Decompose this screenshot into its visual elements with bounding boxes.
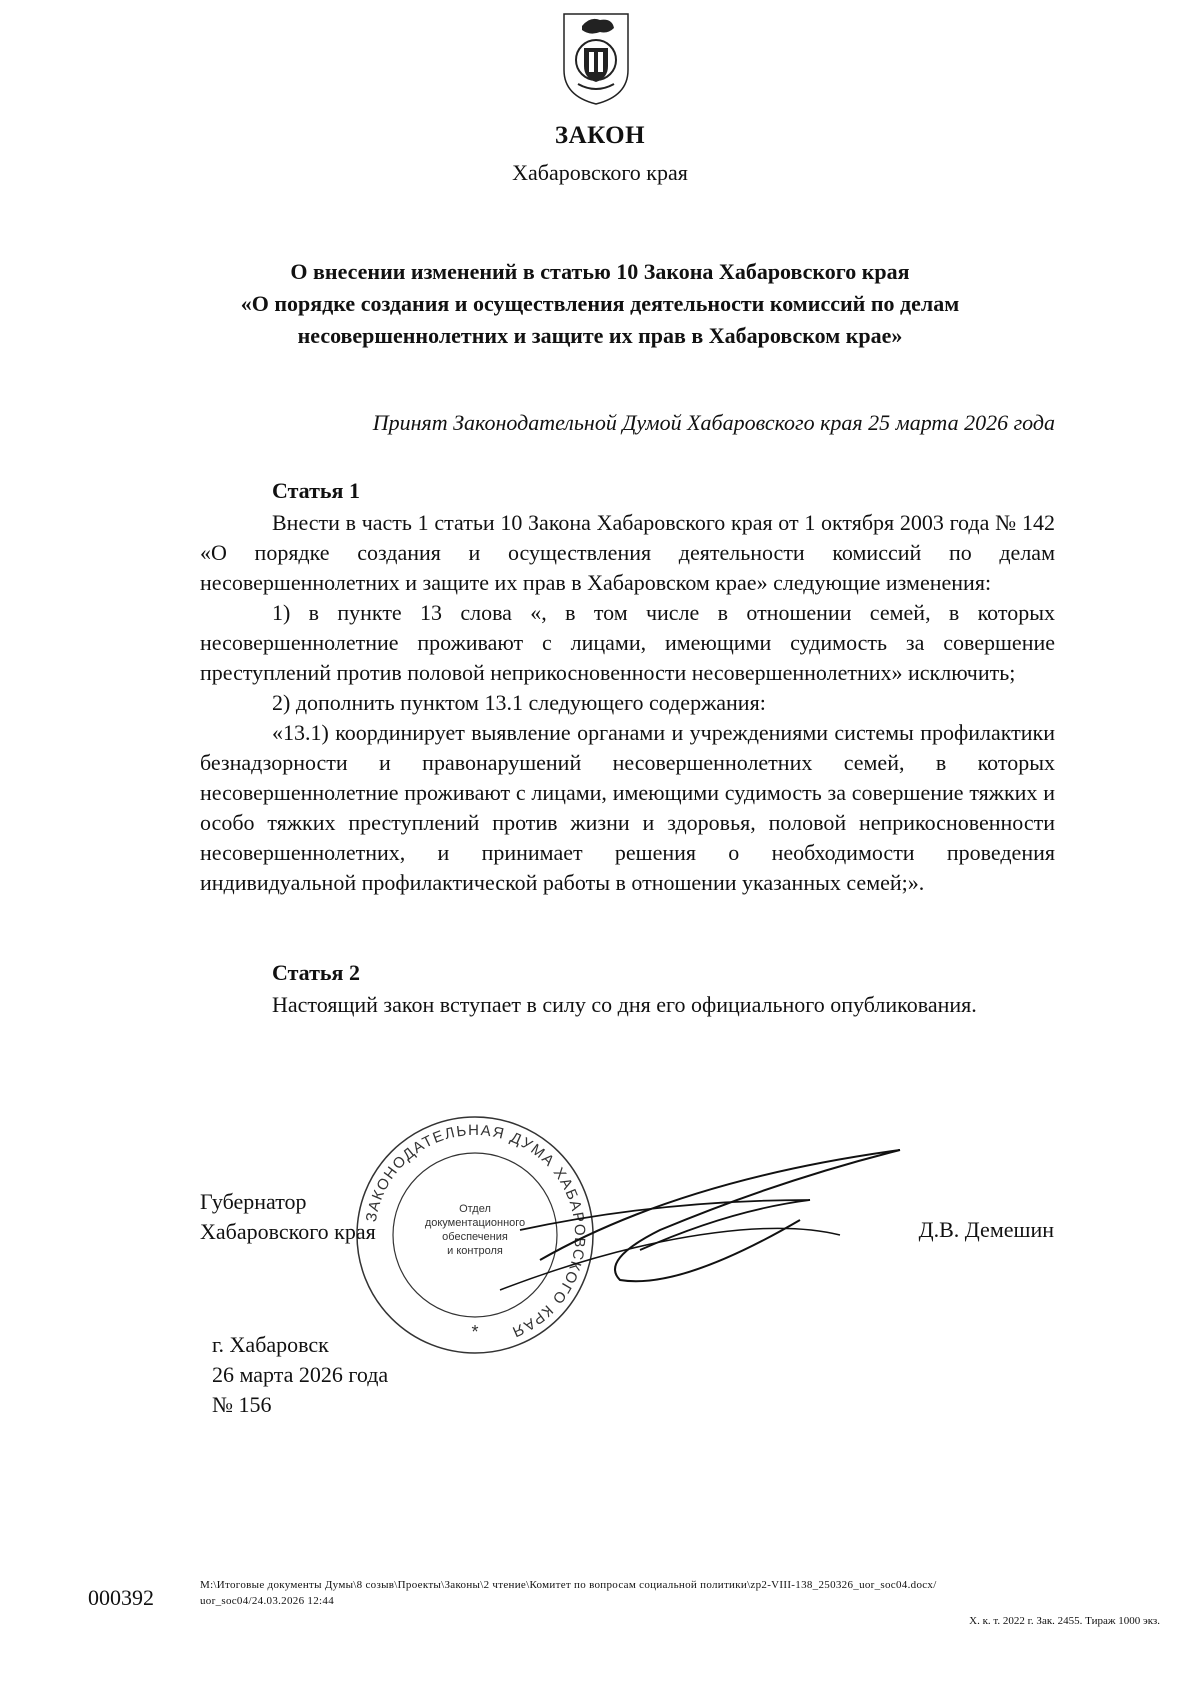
article-1-paragraph: 1) в пункте 13 слова «, в том числе в отношении семей, в которых несовершеннолетние проживают с лицами, имеющими судимость за совершение преступлений против половой неприкосновенности несовершеннолетних» исключить;	[200, 600, 1055, 685]
law-number: № 156	[212, 1392, 272, 1417]
signatory-name: Д.В. Демешин	[918, 1217, 1054, 1242]
article-1-paragraph: «13.1) координирует выявление органами и учреждениями системы профилактики безнадзорности и правонарушений несовершеннолетних семей, в которых несовершеннолетние проживают с лицами, имеющими судимость за совершение тяжких и особо тяжких преступлений против жизни и здоровья, половой неприкосновенности несовершеннолетних, и принимает решения о необходимости проведения индивидуальной профилактической работы в отношении указанных семей;».	[200, 720, 1055, 895]
stamp-inner-line: документационного	[424, 1217, 526, 1229]
law-heading-line-1: О внесении изменений в статью 10 Закона Хабаровского края	[290, 259, 910, 284]
stamp-inner-line: и контроля	[447, 1245, 503, 1257]
law-heading	[150, 256, 1050, 352]
article-2-body	[200, 990, 1055, 1020]
law-heading-line-3: несовершеннолетних и защите их прав в Хабаровском крае»	[297, 323, 903, 348]
stamp-inner-line: Отдел	[459, 1203, 491, 1215]
signatory-position	[200, 1187, 376, 1247]
signature-icon	[480, 1140, 1000, 1300]
footer-path-line-1: M:\Итоговые документы Думы\8 созыв\Проекты\Законы\2 чтение\Комитет по вопросам социальной политики\zp2-VIII-138_250326_uor_soc04.docx/	[200, 1579, 937, 1591]
law-date: 26 марта 2026 года	[212, 1362, 389, 1387]
coat-of-arms-emblem	[560, 8, 632, 108]
stamp-star: *	[471, 1322, 479, 1342]
place-city: г. Хабаровск	[212, 1332, 329, 1357]
article-1-paragraph: 2) дополнить пунктом 13.1 следующего содержания:	[272, 690, 766, 715]
coat-of-arms-icon	[560, 8, 632, 108]
footer-print-info: Х. к. т. 2022 г. Зак. 2455. Тираж 1000 экз.	[969, 1615, 1160, 1627]
handwritten-signature	[480, 1140, 1000, 1300]
article-2-paragraph: Настоящий закон вступает в силу со дня его официального опубликования.	[272, 992, 977, 1017]
article-1-body	[200, 508, 1055, 898]
document-type-title: ЗАКОН	[554, 122, 646, 149]
place-date-block	[212, 1330, 388, 1420]
law-heading-line-2: «О порядке создания и осуществления деятельности комиссий по делам	[240, 291, 960, 316]
footer-path-line-2: uor_soc04/24.03.2026 12:44	[200, 1595, 334, 1607]
signatory-position-line-1: Губернатор	[200, 1189, 307, 1214]
adoption-note: Принят Законодательной Думой Хабаровского края 25 марта 2026 года	[372, 410, 1055, 435]
article-1-paragraph: Внести в часть 1 статьи 10 Закона Хабаровского края от 1 октября 2003 года № 142 «О порядке создания и осуществления деятельности комиссий по делам несовершеннолетних и защите их прав в Хабаровском крае» следующие изменения:	[200, 510, 1055, 595]
footer-document-number: 000392	[88, 1585, 154, 1610]
footer-file-path	[200, 1577, 1160, 1609]
document-region-subtitle: Хабаровского края	[512, 160, 688, 185]
stamp-inner-line: обеспечения	[442, 1231, 508, 1243]
article-2-title: Статья 2	[272, 960, 360, 985]
signatory-position-line-2: Хабаровского края	[200, 1219, 376, 1244]
article-1-title: Статья 1	[272, 478, 360, 503]
stamp-outer-text: ЗАКОНОДАТЕЛЬНАЯ ДУМА ХАБАРОВСКОГО КРАЯ	[362, 1121, 589, 1341]
